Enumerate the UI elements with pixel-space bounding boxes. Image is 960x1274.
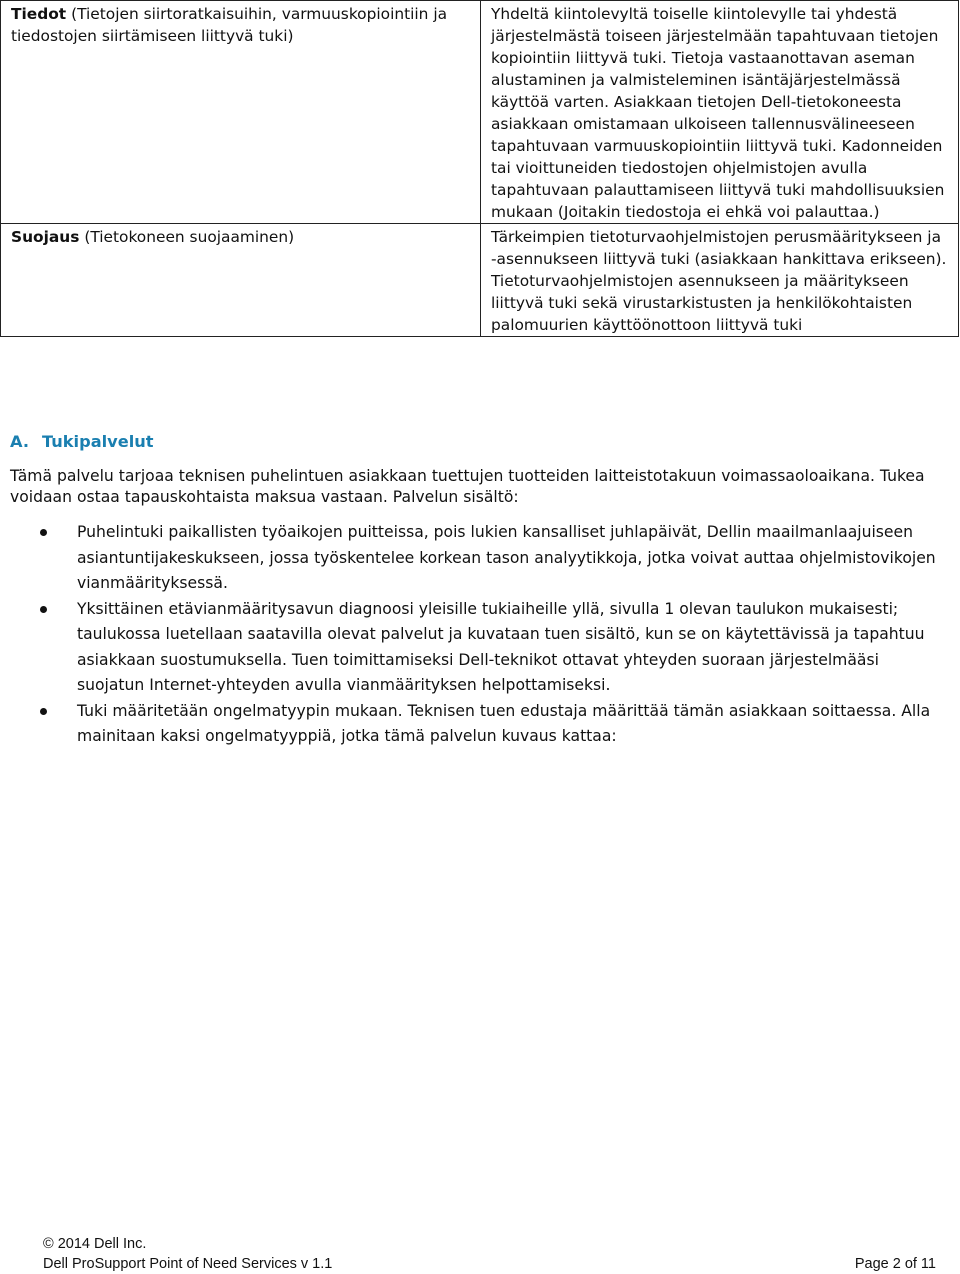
page-footer [43, 1234, 936, 1274]
row-topic-cell [1, 1, 481, 224]
table-row [1, 1, 959, 224]
row-description: Tärkeimpien tietoturvaohjelmistojen perusmääritykseen ja -asennukseen liittyvä tuki (asiakkaan hankittava erikseen). Tietoturvaohjelmistojen asennukseen ja määritykseen liittyvä tuki sekä virustarkistusten ja henkilökohtaisten palomuurien käyttöönottoon liittyvä tuki [491, 228, 947, 334]
footer-document-title: Dell ProSupport Point of Need Services v 1.1 [43, 1256, 333, 1272]
row-title: Tiedot [11, 5, 67, 23]
section-heading [10, 432, 154, 451]
list-item [0, 699, 950, 750]
row-description: Yhdeltä kiintolevyltä toiselle kiintolevylle tai yhdestä järjestelmästä toiseen järjestelmään tapahtuvaan tietojen kopiointiin liittyvä tuki. Tietoja vastaanottavan aseman alustaminen ja valmisteleminen isäntäjärjestelmässä käyttöä varten. Asiakkaan tietojen Dell-tietokoneesta asiakkaan omistamaan ulkoiseen tallennusvälineeseen tapahtuvaan varmuuskopiointiin liittyvä tuki. Kadonneiden tai vioittuneiden tiedostojen ohjelmistojen avulla tapahtuvaan palauttamiseen liittyvä tuki mahdollisuuksien mukaan (Joitakin tiedostoja ei ehkä voi palauttaa.) [491, 5, 945, 221]
list-item-text: Puhelintuki paikallisten työaikojen puitteissa, pois lukien kansalliset juhlapäivät, Dellin maailmanlaajuiseen asiantuntijakeskukseen, jossa työskentelee korkean tason analyytikkoja, jotka voivat auttaa ohjelmistovikojen vianmäärityksessä. [77, 523, 936, 592]
row-title: Suojaus [11, 228, 80, 246]
footer-page-number: Page 2 of 11 [854, 1256, 936, 1272]
footer-copyright: © 2014 Dell Inc. [43, 1236, 147, 1252]
bullet-icon [40, 529, 47, 536]
bullet-list [0, 520, 950, 750]
bullet-icon [40, 606, 47, 613]
list-item [0, 597, 950, 699]
table-row [1, 224, 959, 337]
list-item-text: Tuki määritetään ongelmatyypin mukaan. Teknisen tuen edustaja määrittää tämän asiakkaan soittaessa. Alla mainitaan kaksi ongelmatyyppiä, jotka tämä palvelun kuvaus kattaa: [77, 701, 931, 745]
services-table [0, 0, 959, 337]
row-description-cell [481, 224, 959, 337]
section-letter: A. [10, 432, 29, 451]
bullet-icon [40, 708, 47, 715]
row-description-cell [481, 1, 959, 224]
list-item [0, 520, 950, 597]
footer-line [43, 1254, 936, 1274]
row-title-note: (Tietojen siirtoratkaisuihin, varmuuskopiointiin ja tiedostojen siirtämiseen liittyvä tuki) [11, 5, 448, 45]
row-topic-cell [1, 224, 481, 337]
row-title-note: (Tietokoneen suojaaminen) [84, 228, 295, 246]
list-item-text: Yksittäinen etävianmääritysavun diagnoosi yleisille tukiaiheille yllä, sivulla 1 olevan taulukon mukaisesti; taulukossa luetellaan saatavilla olevat palvelut ja kuvataan tuen sisältö, kun se on käytettävissä ja tapahtuu asiakkaan suostumuksella. Tuen toimittamiseksi Dell-teknikot ottavat yhteyden suoraan järjestelmääsi suojatun Internet-yhteyden avulla vianmäärityksen helpottamiseksi. [77, 599, 925, 694]
section-intro: Tämä palvelu tarjoaa teknisen puhelintuen asiakkaan tuettujen tuotteiden laitteistotakuun voimassaoloaikana. Tukea voidaan ostaa tapauskohtaista maksua vastaan. Palvelun sisältö: [10, 467, 925, 506]
section-title: Tukipalvelut [42, 432, 154, 451]
